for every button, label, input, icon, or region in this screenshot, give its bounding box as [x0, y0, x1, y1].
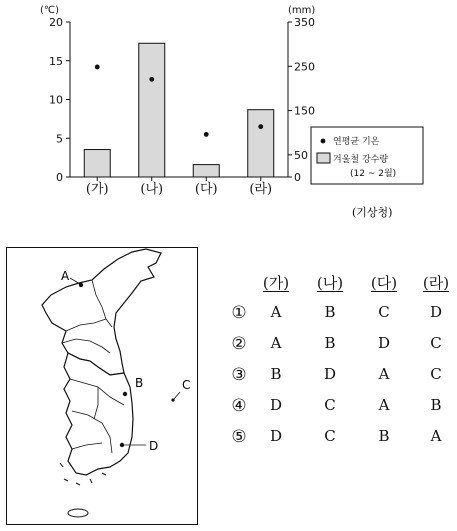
choice-cell: A: [270, 334, 282, 352]
precip-bars: [84, 43, 274, 177]
choice-option[interactable]: [226, 396, 454, 427]
answer-choices: [226, 272, 454, 458]
temp-point: [204, 132, 209, 137]
choice-cell: B: [324, 334, 336, 352]
right-tick-label: 250: [294, 60, 315, 74]
choice-cell: A: [378, 365, 390, 383]
choice-cell: B: [270, 365, 282, 383]
choice-number: ③: [231, 365, 247, 385]
choice-cell: D: [269, 427, 283, 445]
choice-cell: D: [269, 396, 283, 414]
label-d: D: [149, 439, 159, 453]
choice-cell: C: [378, 303, 390, 321]
right-axis-unit: (mm): [288, 5, 316, 16]
choice-cell: C: [324, 396, 336, 414]
choice-header-da: (다): [370, 274, 398, 292]
precip-bar: [139, 43, 165, 177]
choice-cell: C: [324, 427, 336, 445]
category-label: (가): [85, 182, 109, 197]
temp-point: [95, 65, 100, 70]
legend-precip-sub: (12 ~ 2월): [350, 169, 397, 179]
choice-header-ga: (가): [262, 274, 290, 292]
precip-bar: [84, 150, 110, 177]
legend-dot-marker: [321, 139, 326, 144]
choice-number: ⑤: [231, 427, 247, 447]
choices-header: [226, 272, 454, 303]
korea-map: [6, 247, 198, 525]
category-labels: [86, 177, 272, 197]
choice-cell: A: [270, 303, 282, 321]
left-axis-unit: (℃): [40, 5, 60, 16]
legend-precip-label: 겨울철 강수량: [333, 155, 389, 165]
legend-bar-swatch: [317, 153, 330, 163]
label-b: B: [135, 376, 144, 390]
marker-b: [123, 392, 127, 396]
choice-cell: D: [323, 365, 337, 383]
temp-point: [258, 124, 263, 129]
choice-cell: A: [378, 396, 390, 414]
legend-temp-label: 연평균 기온: [333, 137, 380, 147]
choice-number: ④: [231, 396, 247, 416]
marker-d: [120, 443, 124, 447]
choice-option[interactable]: [226, 334, 454, 365]
choice-cell: C: [430, 365, 442, 383]
left-tick-label: 20: [49, 16, 63, 29]
temp-points: [95, 65, 263, 137]
left-tick-label: 15: [49, 54, 63, 68]
precip-bar: [248, 110, 274, 177]
choice-cell: B: [324, 303, 336, 321]
left-tick-label: 0: [56, 171, 63, 184]
left-tick-label: 10: [49, 93, 63, 107]
choice-cell: D: [377, 334, 391, 352]
left-tick-label: 5: [56, 132, 63, 146]
category-label: (라): [249, 182, 273, 197]
label-c: C: [182, 378, 191, 392]
data-source: (기상청): [352, 206, 393, 219]
right-tick-label: 150: [294, 104, 315, 118]
right-tick-label: 0: [294, 171, 301, 184]
choice-number: ②: [231, 334, 247, 354]
choice-number: ①: [231, 303, 247, 323]
category-label: (다): [194, 182, 218, 197]
choice-cell: A: [430, 427, 442, 445]
choice-option[interactable]: [226, 365, 454, 396]
label-a: A: [61, 269, 70, 283]
chart-legend: [311, 127, 423, 184]
choice-header-na: (나): [316, 274, 344, 292]
climate-chart: [0, 0, 457, 230]
right-tick-label: 350: [294, 16, 315, 29]
right-tick-label: 50: [294, 148, 308, 162]
left-axis-ticks: [49, 16, 70, 184]
category-label: (나): [140, 182, 164, 197]
choice-cell: D: [429, 303, 443, 321]
temp-point: [149, 77, 154, 82]
jeju-island: [68, 509, 88, 517]
precip-bar: [193, 165, 219, 177]
choice-cell: C: [430, 334, 442, 352]
choice-cell: B: [430, 396, 442, 414]
choice-option[interactable]: [226, 303, 454, 334]
choice-option[interactable]: [226, 427, 454, 458]
choice-cell: B: [378, 427, 390, 445]
choice-header-ra: (라): [422, 274, 450, 292]
